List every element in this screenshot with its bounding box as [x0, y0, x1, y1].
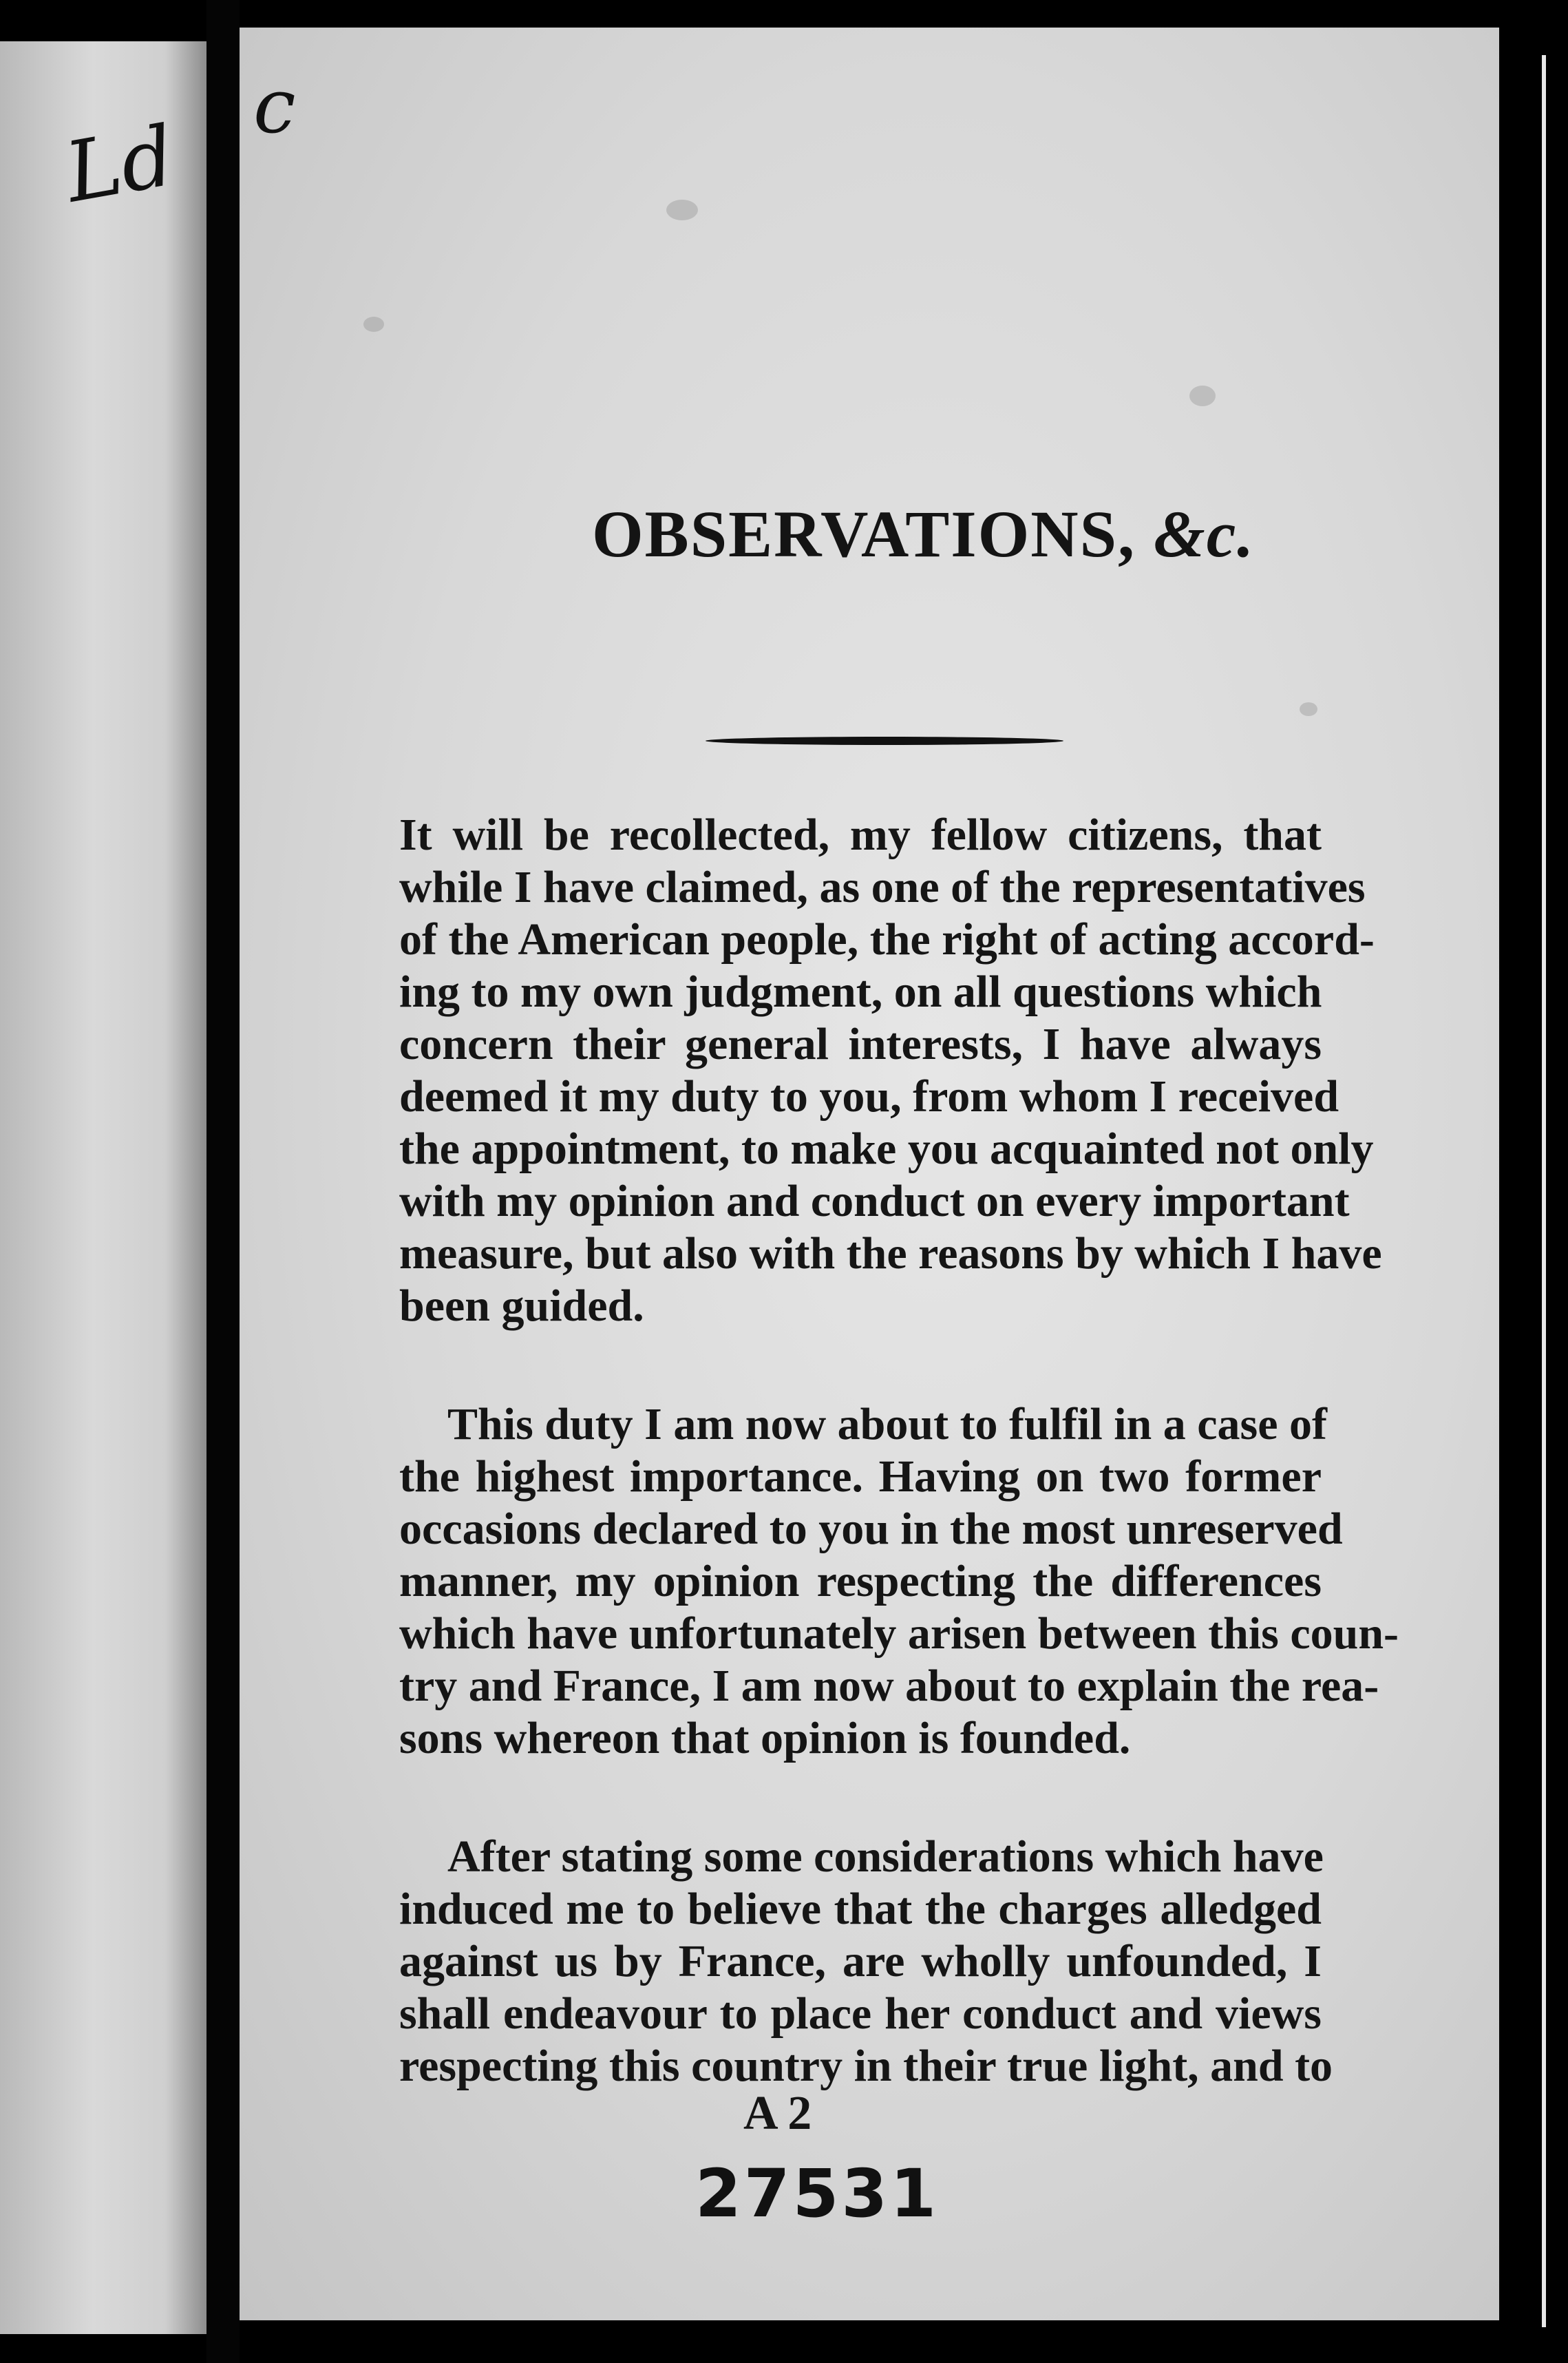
handwritten-margin-note: Ld [59, 108, 182, 222]
text-line: After stating some considerations which have [447, 1831, 1324, 1882]
page-title [592, 496, 1256, 572]
text-line: of the American people, the right of acting accord- [399, 914, 1375, 965]
text-line: against us by France, are wholly unfounded, I [399, 1936, 1322, 1986]
text-line: induced me to believe that the charges alledged [399, 1884, 1322, 1934]
text-line: concern their general interests, I have always [399, 1019, 1322, 1069]
text-line: which have unfortunately arisen between this coun- [399, 1608, 1399, 1659]
text-line: the highest importance. Having on two former [399, 1451, 1322, 1502]
text-line: measure, but also with the reasons by which I have [399, 1228, 1382, 1279]
book-gutter [206, 0, 240, 2363]
paragraph-2 [399, 1398, 1399, 1765]
paragraph-1 [399, 809, 1382, 1332]
text-line: with my opinion and conduct on every important [399, 1176, 1350, 1226]
body-text [399, 809, 1399, 2159]
text-line: the appointment, to make you acquainted not only [399, 1124, 1374, 1174]
title-suffix: &c. [1154, 497, 1256, 571]
page-edge-right [1499, 0, 1568, 2363]
paper-stain [1300, 702, 1317, 716]
text-line: while I have claimed, as one of the representatives [399, 862, 1366, 912]
text-line: ing to my own judgment, on all questions which [399, 967, 1322, 1017]
signature-mark: A 2 [743, 2087, 812, 2140]
catalog-number: 27531 [695, 2155, 939, 2232]
text-line: try and France, I am now about to explain the rea- [399, 1661, 1379, 1711]
paper-stain [363, 317, 384, 332]
title-rule [706, 737, 1063, 745]
handwritten-corner-mark: c [253, 62, 296, 150]
title-main: OBSERVATIONS, [592, 497, 1136, 571]
text-line: deemed it my duty to you, from whom I received [399, 1071, 1339, 1122]
text-line: been guided. [399, 1281, 644, 1331]
text-line: This duty I am now about to fulfil in a case of [447, 1399, 1328, 1449]
text-line: respecting this country in their true light, and to [399, 2041, 1333, 2091]
paper-stain [1189, 386, 1216, 406]
text-line: It will be recollected, my fellow citizens, that [399, 810, 1322, 860]
paper-stain [666, 200, 698, 220]
text-line: sons whereon that opinion is founded. [399, 1713, 1131, 1763]
text-line: shall endeavour to place her conduct and views [399, 1988, 1322, 2039]
text-line: occasions declared to you in the most unreserved [399, 1504, 1343, 1554]
facing-page-edge [0, 41, 206, 2334]
text-line: manner, my opinion respecting the differences [399, 1556, 1322, 1606]
paragraph-3 [399, 1831, 1333, 2092]
